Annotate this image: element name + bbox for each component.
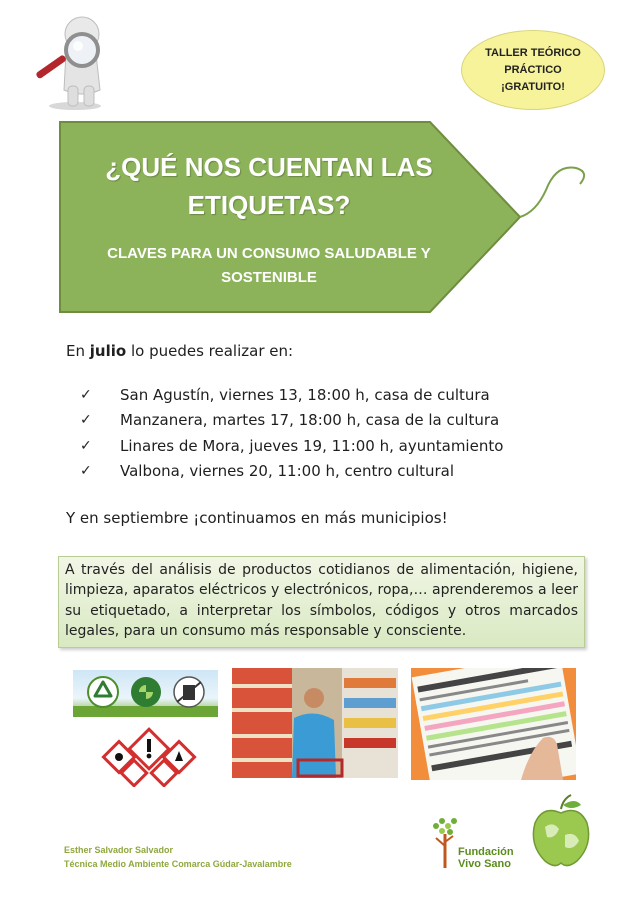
description-box: A través del análisis de productos cotidianos de alimentación, higiene, limpieza, aparatos eléctricos y electrónicos, ropa,… aprenderemos a leer su etiquetado, a interpretar los símbolos, códigos y otros marcados legales, para un consumo más responsable y consciente. bbox=[58, 556, 585, 648]
schedule-text: Valbona, viernes 20, 11:00 h, centro cultural bbox=[120, 462, 455, 481]
green-apple-globe-icon bbox=[527, 793, 595, 873]
green-dot-icon bbox=[131, 677, 161, 707]
outro-text: Y en septiembre ¡continuamos en más municipios! bbox=[66, 509, 448, 527]
badge-line: TALLER TEÓRICO bbox=[485, 46, 581, 59]
title-line: ¿QUÉ NOS CUENTAN LAS bbox=[105, 152, 433, 182]
list-item bbox=[80, 382, 503, 408]
schedule-list bbox=[80, 382, 503, 484]
subtitle-line: CLAVES PARA UN CONSUMO SALUDABLE Y bbox=[107, 245, 431, 262]
intro-text bbox=[66, 341, 293, 361]
eco-symbols-image bbox=[73, 670, 218, 717]
author-name: Esther Salvador Salvador bbox=[64, 845, 174, 855]
subtitle-line: SOSTENIBLE bbox=[221, 269, 317, 286]
title-line: ETIQUETAS? bbox=[187, 190, 351, 220]
list-item bbox=[80, 459, 503, 485]
recycle-icon bbox=[88, 677, 118, 707]
list-item bbox=[80, 408, 503, 434]
hazard-symbols-icon bbox=[88, 727, 210, 787]
intro-before: En bbox=[66, 342, 90, 360]
list-item bbox=[80, 433, 503, 459]
badge-line: ¡GRATUITO! bbox=[501, 80, 565, 93]
logo-line: Vivo Sano bbox=[458, 858, 511, 870]
schedule-text: Manzanera, martes 17, 18:00 h, casa de la cultura bbox=[120, 411, 500, 430]
intro-month: julio bbox=[89, 342, 127, 360]
magnifier-figure-icon bbox=[30, 12, 120, 110]
page-title bbox=[60, 148, 478, 224]
supermarket-photo bbox=[232, 668, 398, 778]
check-icon: ✓ bbox=[80, 412, 92, 429]
schedule-text: Linares de Mora, jueves 19, 11:00 h, ayuntamiento bbox=[120, 436, 504, 455]
badge-line: PRÁCTICO bbox=[504, 63, 562, 76]
page-subtitle bbox=[60, 242, 478, 290]
author-role: Técnica Medio Ambiente Comarca Gúdar-Javalambre bbox=[64, 859, 292, 869]
logo-line: Fundación bbox=[458, 846, 514, 858]
check-icon: ✓ bbox=[80, 386, 92, 403]
check-icon: ✓ bbox=[80, 437, 92, 454]
trash-bin-icon bbox=[174, 677, 204, 707]
schedule-text: San Agustín, viernes 13, 18:00 h, casa de cultura bbox=[120, 385, 490, 404]
intro-after: lo puedes realizar en: bbox=[126, 342, 294, 360]
fundacion-logo-text bbox=[458, 846, 514, 870]
free-workshop-badge bbox=[461, 30, 605, 110]
check-icon: ✓ bbox=[80, 463, 92, 480]
nutrition-label-photo bbox=[411, 668, 576, 780]
